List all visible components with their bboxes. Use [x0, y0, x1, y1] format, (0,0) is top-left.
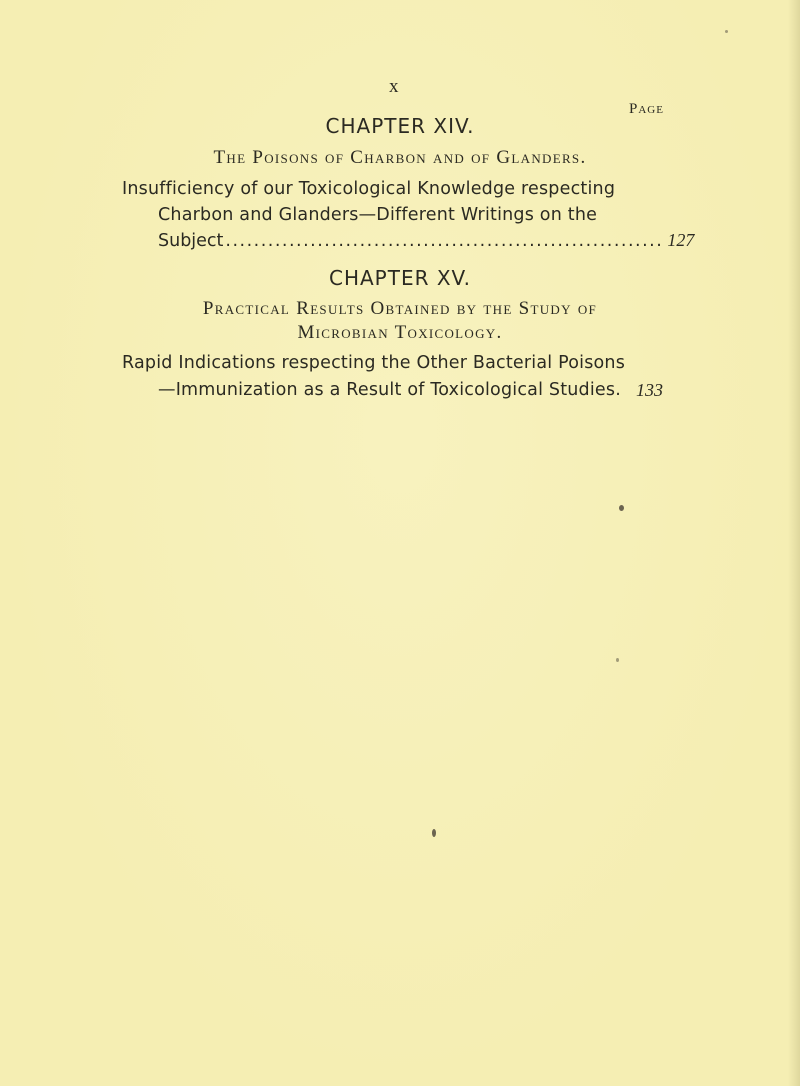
toc-entry-line: Insufficiency of our Toxicological Knowledge respecting — [122, 179, 616, 199]
toc-entry-line: Charbon and Glanders—Different Writings on the — [158, 205, 598, 225]
chapter-title: The Poisons of Charbon and of Glanders. — [213, 147, 587, 168]
chapter-heading: CHAPTER XIV. — [325, 114, 475, 138]
toc-entry-line: —Immunization as a Result of Toxicological Studies. — [158, 380, 621, 400]
chapter-title: Microbian Toxicology. — [297, 322, 503, 343]
paper-speck — [432, 829, 436, 837]
chapter-heading: CHAPTER XV. — [328, 266, 471, 290]
paper-speck — [616, 658, 619, 662]
chapter-title: Practical Results Obtained by the Study of — [202, 298, 598, 319]
paper-speck — [619, 505, 624, 511]
toc-page-number: 133 — [636, 380, 663, 400]
page-numeral: x — [389, 76, 400, 97]
toc-entry-line: Subject — [158, 231, 224, 251]
dot-leader: .............................................................. — [225, 231, 664, 251]
toc-entry-last-line — [158, 230, 695, 251]
toc-entry-line: Rapid Indications respecting the Other Bacterial Poisons — [122, 353, 626, 373]
toc-page-number: 127 — [667, 230, 695, 250]
paper-speck — [725, 30, 728, 33]
page-column-label: Page — [629, 101, 664, 117]
